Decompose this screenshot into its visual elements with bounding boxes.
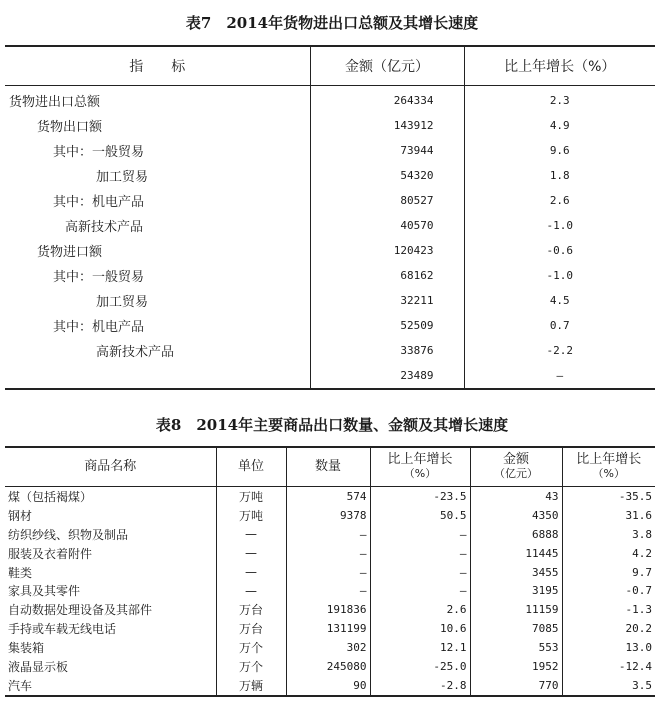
table7-cell-growth: — [464,363,655,389]
table8-header-amount-unit: （亿元） [494,467,538,480]
table8-cell-amount: 6888 [470,525,562,544]
table7-cell-amount: 73944 [310,138,464,163]
table8-row [5,638,655,657]
table8-header-qty-growth-unit: （%） [403,467,437,480]
table8-cell-amount: 4350 [470,506,562,525]
table7-cell-growth: 2.6 [464,188,655,213]
table8-cell-amt-growth: 3.8 [562,525,655,544]
table8-cell-amt-growth: 20.2 [562,619,655,638]
table8-cell-qty-growth: — [370,563,470,582]
table7-row [5,113,655,138]
table8-cell-name: 纺织纱线、织物及制品 [8,527,129,542]
table8-header-row [5,447,655,487]
table8-row [5,676,655,696]
table8-header-unit: 单位 [216,447,286,487]
table7-cell-amount: 33876 [310,338,464,363]
table8-cell-qty-growth: -2.8 [370,676,470,696]
table8-cell-amt-growth: 9.7 [562,563,655,582]
table7-row [5,188,655,213]
table8-cell-name: 家具及其零件 [8,584,81,599]
table8-cell-name: 自动数据处理设备及其部件 [8,603,153,618]
table7-header-growth: 比上年增长（%） [464,46,655,86]
table8-row [5,619,655,638]
table8-header-amount-label: 金额 [502,452,529,467]
table8-header-amt-growth-label: 比上年增长 [576,452,642,467]
table7-cell-indicator: 加工贸易 [96,170,149,185]
table8-header-qty-growth [370,447,470,487]
table7-row [5,288,655,313]
table8-cell-qty-growth: — [370,581,470,600]
table8-cell-name: 煤（包括褐煤） [8,489,93,504]
table7-cell-growth: 1.8 [464,163,655,188]
table8-cell-quantity: 302 [286,638,370,657]
table7-cell-amount: 52509 [310,313,464,338]
table7-cell-amount: 54320 [310,163,464,188]
table7-cell-indicator: 其中：机电产品 [53,320,145,335]
table8-cell-name: 手持或车载无线电话 [8,622,117,637]
table8-cell-quantity: — [286,544,370,563]
table8-cell-amt-growth: -12.4 [562,657,655,676]
table7-header-row [5,46,655,86]
table8-cell-name: 液晶显示板 [8,659,69,674]
table8-row [5,563,655,582]
table8-cell-amount: 11445 [470,544,562,563]
table8-cell-amount: 3195 [470,581,562,600]
table8-cell-qty-growth: — [370,525,470,544]
table7-row [5,213,655,238]
table8-cell-name: 集装箱 [8,641,45,656]
table8-header-amt-growth-unit: （%） [592,467,625,480]
table7-cell-growth: 0.7 [464,313,655,338]
table7-cell-amount: 120423 [310,238,464,263]
table8-cell-quantity: 90 [286,676,370,696]
table8-cell-quantity: 245080 [286,657,370,676]
table8-row [5,487,655,506]
table8-cell-amt-growth: -0.7 [562,581,655,600]
table8-cell-unit: — [216,581,286,600]
table8-cell-amt-growth: 31.6 [562,506,655,525]
table8-cell-quantity: 191836 [286,600,370,619]
table8-cell-qty-growth: -25.0 [370,657,470,676]
table7-cell-growth: -1.0 [464,213,655,238]
table8-cell-amt-growth: -35.5 [562,487,655,506]
table7-cell-amount: 32211 [310,288,464,313]
table8-cell-quantity: 131199 [286,619,370,638]
table8-cell-qty-growth: 12.1 [370,638,470,657]
table8-cell-qty-growth: 50.5 [370,506,470,525]
table8-cell-unit: 万吨 [216,506,286,525]
table8-header-amt-growth [562,447,655,487]
table8-cell-amt-growth: -1.3 [562,600,655,619]
table7-cell-growth: -1.0 [464,263,655,288]
table7-cell-growth: 9.6 [464,138,655,163]
table8-title: 表8 2014年主要商品出口数量、金额及其增长速度 [155,416,509,434]
table8-cell-amount: 11159 [470,600,562,619]
table8-row [5,581,655,600]
table8-cell-quantity: — [286,581,370,600]
table8-row [5,525,655,544]
table7-cell-amount: 80527 [310,188,464,213]
table7-cell-amount: 40570 [310,213,464,238]
table8-cell-unit: 万个 [216,638,286,657]
table8-header-quantity: 数量 [286,447,370,487]
table8-cell-unit: 万吨 [216,487,286,506]
table7-cell-indicator: 加工贸易 [96,295,149,310]
table7-cell-growth: 4.9 [464,113,655,138]
table8-cell-amount: 43 [470,487,562,506]
table7-cell-indicator: 货物进出口总额 [9,95,101,110]
table8-cell-name: 钢材 [8,508,33,523]
table8-row [5,657,655,676]
table7-cell-indicator: 高新技术产品 [65,220,144,235]
table8-cell-unit: — [216,563,286,582]
table7-header-amount: 金额（亿元） [310,46,464,86]
table8-row [5,544,655,563]
table7-cell-indicator: 其中：机电产品 [53,195,145,210]
table8-cell-quantity: 574 [286,487,370,506]
table8-cell-name: 汽车 [8,678,33,693]
table8-cell-name: 服装及衣着附件 [8,546,93,561]
table7-row [5,238,655,263]
table8 [5,446,655,697]
table7-row [5,363,655,389]
table7-header-indicator: 指 标 [5,46,310,86]
table8-cell-unit: — [216,544,286,563]
table7-cell-growth: 4.5 [464,288,655,313]
table8-cell-unit: — [216,525,286,544]
table8-cell-qty-growth: -23.5 [370,487,470,506]
table7-cell-amount: 68162 [310,263,464,288]
table7-row [5,86,655,114]
table7-row [5,163,655,188]
table7-cell-indicator: 货物进口额 [37,245,103,260]
table7-row [5,313,655,338]
table8-cell-qty-growth: — [370,544,470,563]
table8-cell-quantity: 9378 [286,506,370,525]
table8-cell-qty-growth: 2.6 [370,600,470,619]
table8-cell-quantity: — [286,563,370,582]
table8-row [5,600,655,619]
table7-row [5,263,655,288]
table8-cell-amt-growth: 3.5 [562,676,655,696]
table8-row [5,506,655,525]
table8-cell-amount: 1952 [470,657,562,676]
table8-cell-quantity: — [286,525,370,544]
table7-cell-amount: 264334 [310,86,464,114]
table7 [5,45,655,390]
table7-row [5,138,655,163]
table7-row [5,338,655,363]
table7-cell-growth: 2.3 [464,86,655,114]
table7-cell-growth: -2.2 [464,338,655,363]
table8-header-name: 商品名称 [5,447,216,487]
table7-cell-amount: 143912 [310,113,464,138]
table8-cell-amount: 7085 [470,619,562,638]
table8-cell-amount: 553 [470,638,562,657]
table8-cell-amt-growth: 13.0 [562,638,655,657]
table7-cell-growth: -0.6 [464,238,655,263]
table7-cell-indicator: 其中：一般贸易 [53,145,145,160]
table8-header-amount [470,447,562,487]
table8-cell-unit: 万台 [216,600,286,619]
table8-cell-unit: 万台 [216,619,286,638]
table7-cell-indicator: 货物出口额 [37,120,103,135]
table8-cell-amount: 770 [470,676,562,696]
table8-cell-amt-growth: 4.2 [562,544,655,563]
table8-cell-qty-growth: 10.6 [370,619,470,638]
table8-cell-unit: 万个 [216,657,286,676]
table8-cell-unit: 万辆 [216,676,286,696]
table7-cell-indicator [5,363,310,389]
table8-cell-amount: 3455 [470,563,562,582]
table8-cell-name: 鞋类 [8,565,33,580]
table7-cell-indicator: 高新技术产品 [96,345,175,360]
table7-cell-amount: 23489 [310,363,464,389]
table7-title: 表7 2014年货物进出口总额及其增长速度 [185,14,479,32]
table8-header-qty-growth-label: 比上年增长 [387,452,453,467]
table7-cell-indicator: 其中：一般贸易 [53,270,145,285]
